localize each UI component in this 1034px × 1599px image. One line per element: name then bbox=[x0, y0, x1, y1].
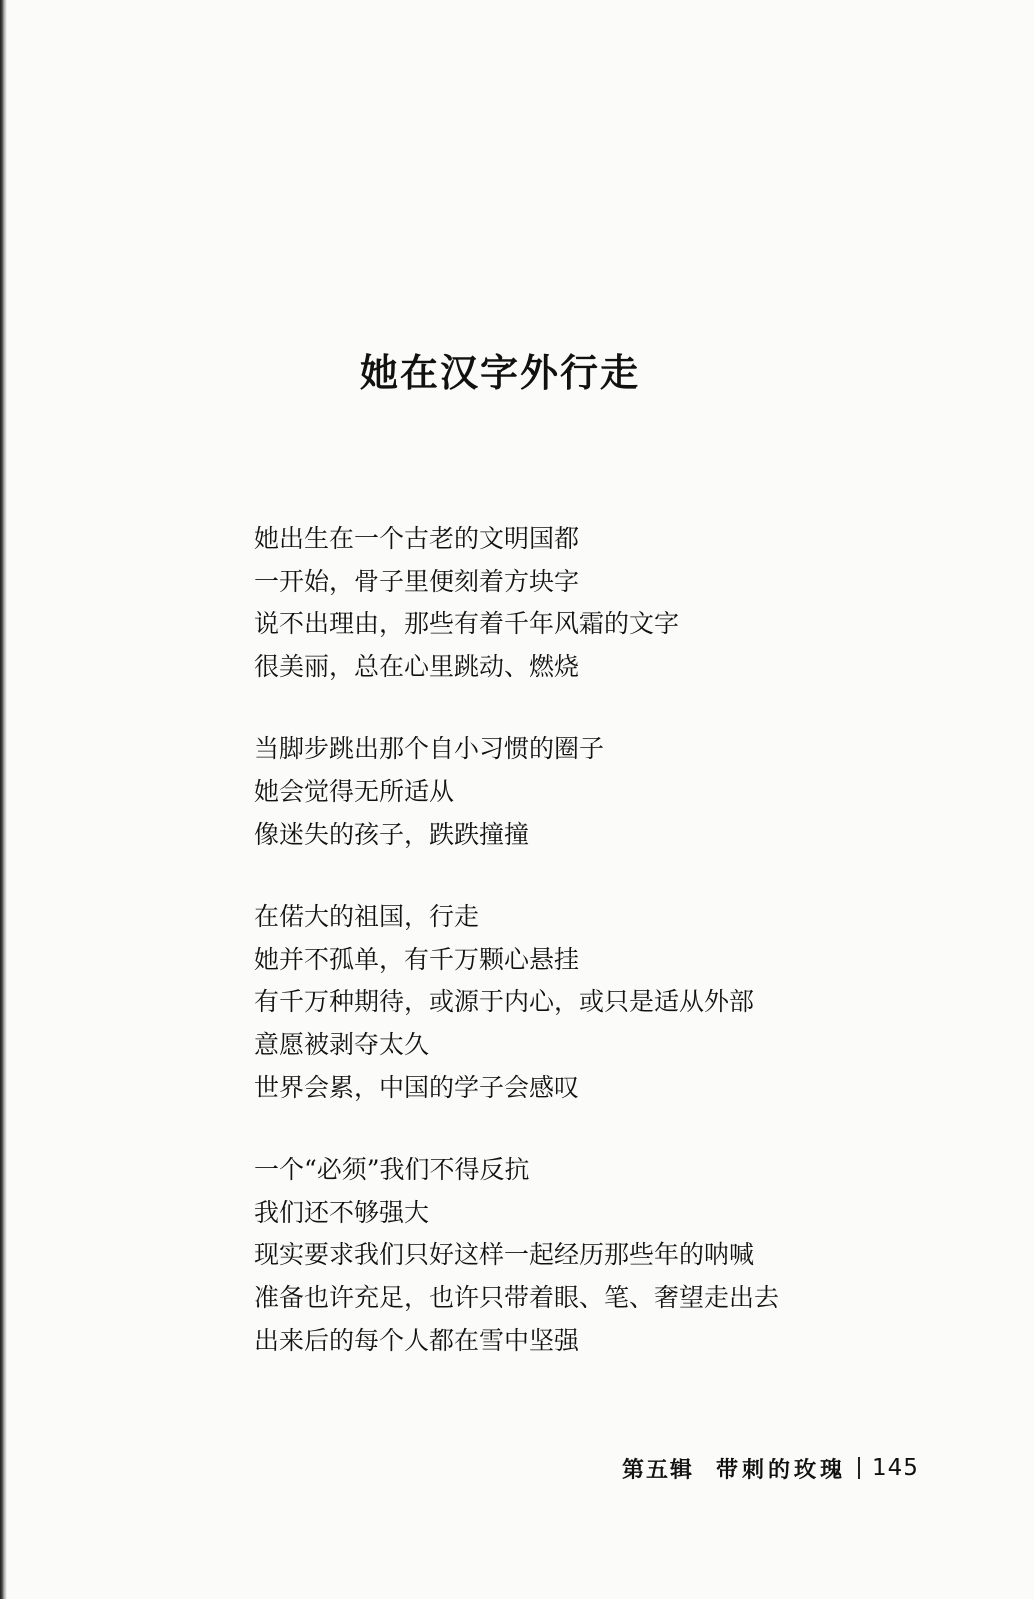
poem-body bbox=[254, 518, 894, 1402]
running-footer bbox=[622, 1448, 919, 1488]
poem-line: 在偌大的祖国，行走 bbox=[254, 902, 480, 932]
stanza-3 bbox=[254, 896, 894, 1109]
poem-line: 意愿被剥夺太久 bbox=[254, 1029, 430, 1059]
poem-line: 说不出理由，那些有着千年风霜的文字 bbox=[254, 609, 680, 639]
poem-line: 有千万种期待，或源于内心，或只是适从外部 bbox=[254, 987, 755, 1017]
page-binding-edge bbox=[0, 0, 7, 1599]
poem-line: 她会觉得无所适从 bbox=[254, 776, 455, 806]
poem-line: 准备也许充足，也许只带着眼、笔、奢望走出去 bbox=[254, 1282, 780, 1312]
poem-line: 当脚步跳出那个自小习惯的圈子 bbox=[254, 734, 605, 764]
poem-line: 她出生在一个古老的文明国都 bbox=[254, 524, 580, 553]
stanza-1 bbox=[254, 518, 894, 688]
stanza-4 bbox=[254, 1149, 894, 1362]
footer-divider bbox=[858, 1457, 860, 1479]
poem-line: 很美丽，总在心里跳动、燃烧 bbox=[254, 651, 580, 681]
poem-line: 我们还不够强大 bbox=[254, 1197, 430, 1227]
stanza-2 bbox=[254, 728, 894, 856]
chapter-label: 带刺的玫瑰 bbox=[716, 1456, 847, 1483]
poem-line: 现实要求我们只好这样一起经历那些年的呐喊 bbox=[254, 1240, 755, 1270]
poem-title: 她在汉字外行走 bbox=[359, 350, 640, 395]
poem-line: 出来后的每个人都在雪中坚强 bbox=[254, 1325, 580, 1355]
section-label: 第五辑 bbox=[622, 1456, 695, 1483]
poem-line: 世界会累，中国的学子会感叹 bbox=[254, 1072, 580, 1102]
poem-line: 一个“必须”我们不得反抗 bbox=[254, 1155, 530, 1185]
poem-line: 一开始，骨子里便刻着方块字 bbox=[254, 566, 580, 596]
poem-line: 像迷失的孩子，跌跌撞撞 bbox=[254, 819, 530, 849]
page-number: 145 bbox=[872, 1455, 919, 1481]
poem-line: 她并不孤单，有千万颗心悬挂 bbox=[254, 944, 580, 974]
